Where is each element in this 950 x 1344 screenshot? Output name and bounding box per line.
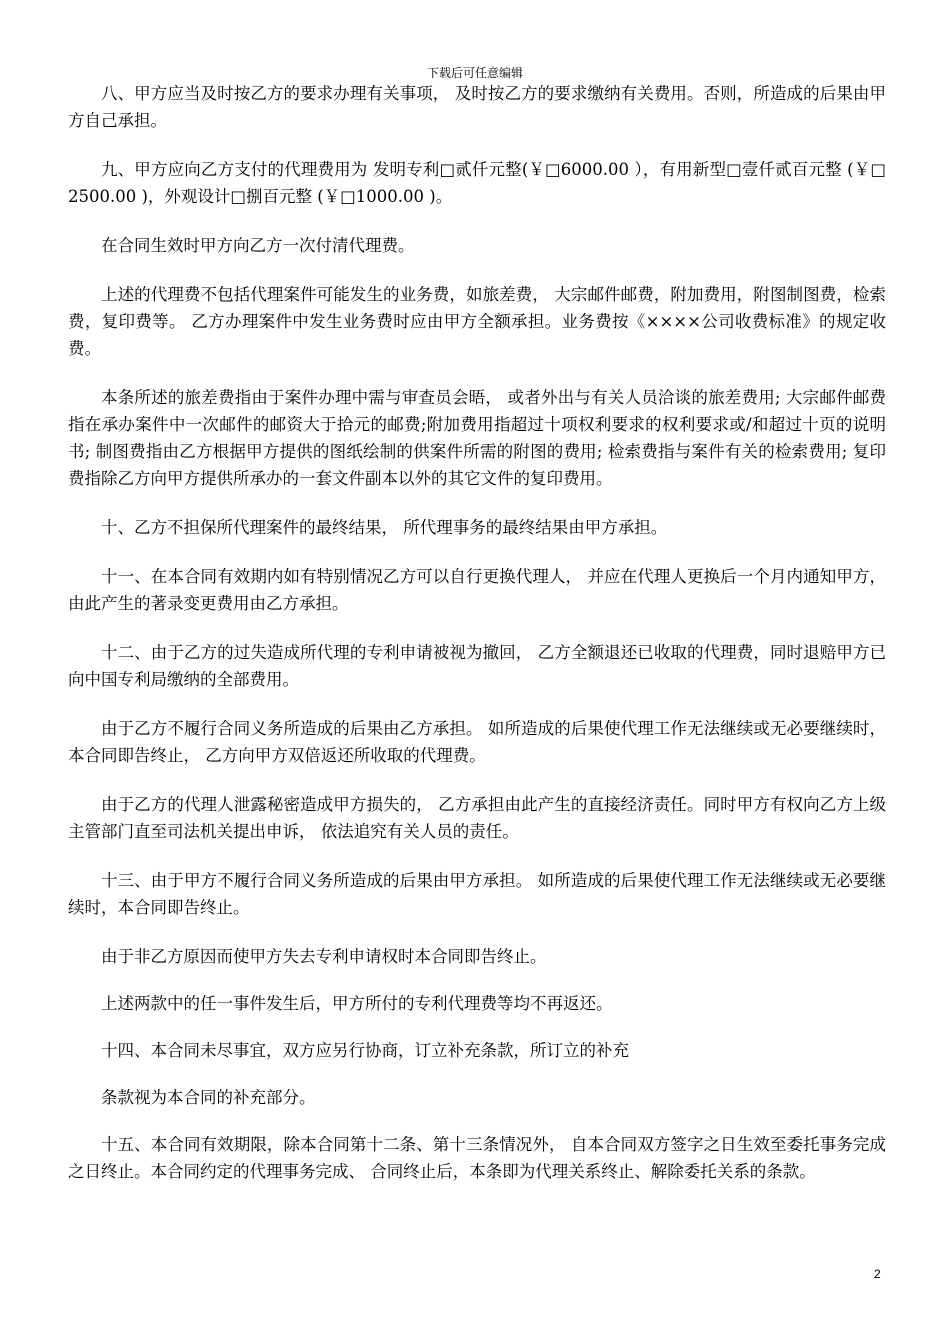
clause-9-payment: 在合同生效时甲方向乙方一次付清代理费。 [101,236,415,255]
clause-14: 十四、本合同未尽事宜，双方应另行协商，订立补充条款，所订立的补充 [101,1041,629,1060]
clause-13-no-refund: 上述两款中的任一事件发生后，甲方所付的专利代理费等均不再返还。 [101,994,613,1013]
clause-9-fees: 九、甲方应向乙方支付的代理费用为 发明专利□贰仟元整(￥□6000.00 ），有用新型□壹仟贰百元整 (￥□2500.00 )，外观设计□捌百元整 (￥□1000.00 )。 [68,160,886,206]
page-header: 下载后可任意编辑 [426,66,523,80]
clause-10: 十、乙方不担保所代理案件的最终结果， 所代理事务的最终结果由甲方承担。 [101,518,668,537]
page-number: 2 [874,1267,881,1281]
clause-12-breach: 由于乙方不履行合同义务所造成的后果由乙方承担。 如所造成的后果使代理工作无法继续或无必要继续时，本合同即告终止， 乙方向甲方双倍返还所收取的代理费。 [68,719,886,765]
clause-11: 十一、在本合同有效期内如有特别情况乙方可以自行更换代理人， 并应在代理人更换后一个月内通知甲方，由此产生的著录变更费用由乙方承担。 [68,567,886,613]
clause-12-confidentiality: 由于乙方的代理人泄露秘密造成甲方损失的， 乙方承担由此产生的直接经济责任。同时甲方有权向乙方上级主管部门直至司法机关提出申诉， 依法追究有关人员的责任。 [68,795,886,841]
clause-15: 十五、本合同有效期限，除本合同第十二条、第十三条情况外， 自本合同双方签字之日生效至委托事务完成之日终止。本合同约定的代理事务完成、 合同终止后，本条即为代理关系终止、解除委托关系的条款。 [68,1135,886,1181]
clause-9-fee-definitions: 本条所述的旅差费指由于案件办理中需与审查员会晤， 或者外出与有关人员洽谈的旅差费用; 大宗邮件邮费指在承办案件中一次邮件的邮资大于拾元的邮费;附加费用指超过十项权利要求的权利要求或/和超过十页的说明书; 制图费指由乙方根据甲方提供的图纸绘制的供案件所需的附图的费用; 检索费指与案件有关的检索费用; 复印费指除乙方向甲方提供所承办的一套文件副本以外的其它文件的复印费用。 [68,388,886,488]
clause-13-termination: 由于非乙方原因而使甲方失去专利申请权时本合同即告终止。 [101,947,547,966]
document-body [68,80,886,1207]
clause-12: 十二、由于乙方的过失造成所代理的专利申请被视为撤回， 乙方全额退还已收取的代理费，同时退赔甲方已向中国专利局缴纳的全部费用。 [68,643,886,689]
clause-9-business-fees: 上述的代理费不包括代理案件可能发生的业务费，如旅差费， 大宗邮件邮费，附加费用，附图制图费，检索费，复印费等。 乙方办理案件中发生业务费时应由甲方全额承担。业务费按《××××公司收费标准》的规定收费。 [68,285,886,358]
clause-13: 十三、由于甲方不履行合同义务所造成的后果由甲方承担。 如所造成的后果使代理工作无法继续或无必要继续时，本合同即告终止。 [68,871,886,917]
clause-14-continued: 条款视为本合同的补充部分。 [101,1088,316,1107]
clause-8: 八、甲方应当及时按乙方的要求办理有关事项， 及时按乙方的要求缴纳有关费用。否则，所造成的后果由甲方自己承担。 [68,84,886,130]
